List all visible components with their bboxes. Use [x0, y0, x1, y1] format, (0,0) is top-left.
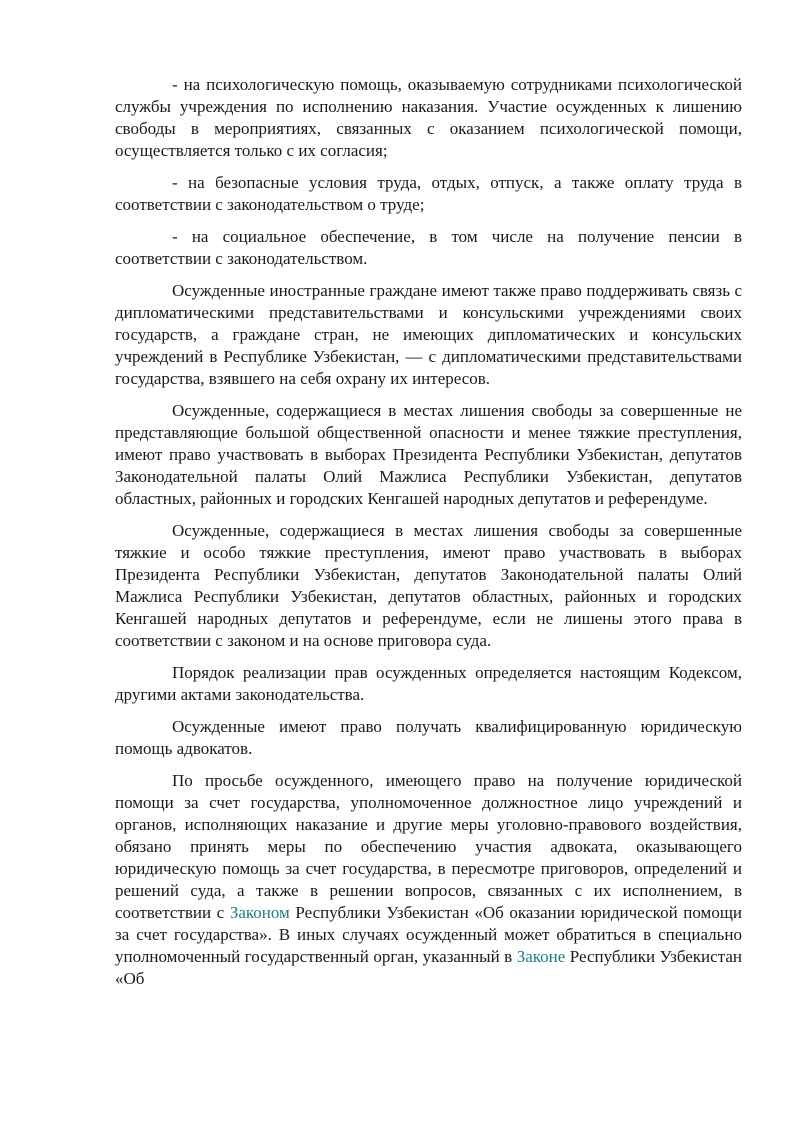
paragraph-social-security: - на социальное обеспечение, в том числе на получение пенсии в соответствии с законодательством.: [115, 227, 742, 268]
paragraph-voting-rights-grave: Осужденные, содержащиеся в местах лишения свободы за совершенные тяжкие и особо тяжкие преступления, имеют право участвовать в выборах Президента Республики Узбекистан, депутатов Законодательной палаты Олий Мажлиса Республики Узбекистан, депутатов областных, районных и городских Кенгашей народных депутатов и референдуме, если не лишены этого права в соответствии с законом и на основе приговора суда.: [115, 521, 742, 650]
law-link[interactable]: Законе: [516, 947, 566, 966]
law-link[interactable]: Законом: [229, 903, 290, 922]
paragraph-foreign-citizens: Осужденные иностранные граждане имеют также право поддерживать связь с дипломатическими представительствами и консульскими учреждениями своих государств, а граждане стран, не имеющих дипломатических и консульских учреждений в Республике Узбекистан, — с дипломатическими представительствами государства, взявшего на себя охрану их интересов.: [115, 281, 742, 388]
paragraph-legal-aid-right: Осужденные имеют право получать квалифицированную юридическую помощь адвокатов.: [115, 717, 742, 758]
paragraph-labor-conditions: - на безопасные условия труда, отдых, отпуск, а также оплату труда в соответствии с законодательством о труде;: [115, 173, 742, 214]
document-page: [115, 74, 742, 1000]
text-segment: По просьбе осужденного, имеющего право на получение юридической помощи за счет государства, уполномоченное должностное лицо учреждений и органов, исполняющих наказание и другие меры уголовно-правового воздействия, обязано принять меры по обеспечению участия адвоката, оказывающего юридическую помощь за счет государства, в пересмотре приговоров, определений и решений суда, а также в решении вопросов, связанных с их исполнением, в соответствии с: [115, 771, 742, 922]
paragraph-voting-rights-minor: Осужденные, содержащиеся в местах лишения свободы за совершенные не представляющие большой общественной опасности и менее тяжкие преступления, имеют право участвовать в выборах Президента Республики Узбекистан, депутатов Законодательной палаты Олий Мажлиса Республики Узбекистан, депутатов областных, районных и городских Кенгашей народных депутатов и референдуме.: [115, 401, 742, 508]
paragraph-psychological-help: - на психологическую помощь, оказываемую сотрудниками психологической службы учреждения по исполнению наказания. Участие осужденных к лишению свободы в мероприятиях, связанных с оказанием психологической помощи, осуществляется только с их согласия;: [115, 75, 742, 160]
text-segment: Республики Узбекистан «Об оказании юридической помощи за счет государства». В иных случаях осужденный может обратиться в специально уполномоченный государственный орган, указанный в: [115, 903, 743, 966]
paragraph-rights-procedure: Порядок реализации прав осужденных определяется настоящим Кодексом, другими актами законодательства.: [115, 663, 742, 704]
paragraph-state-legal-aid: [115, 770, 742, 990]
text-segment: Республики Узбекистан «Об: [115, 947, 742, 988]
